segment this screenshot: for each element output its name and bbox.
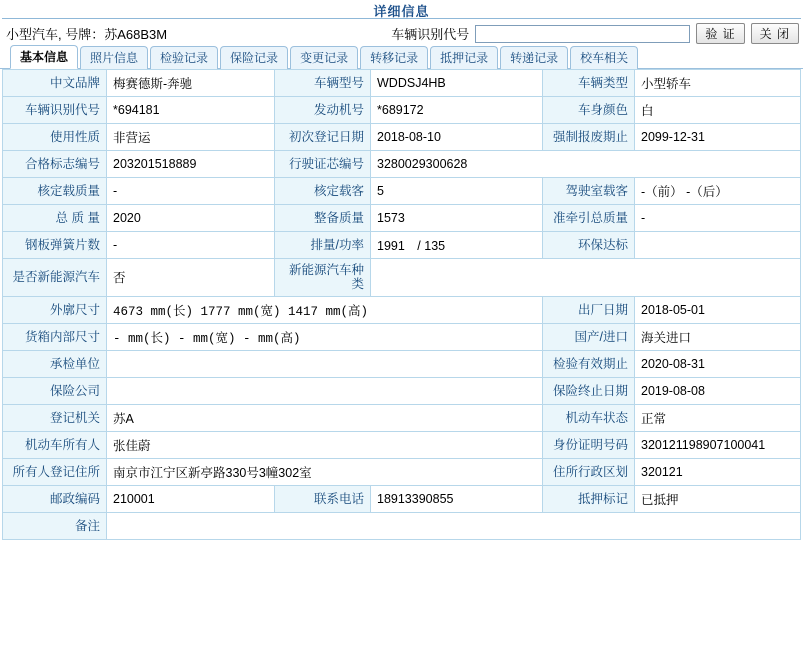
field-label-cab-passengers: 驾驶室载客 xyxy=(543,178,635,205)
field-value-cab-passengers: -（前） -（后） xyxy=(635,178,801,205)
field-value-vehicle-type: 小型轿车 xyxy=(635,70,801,97)
field-label-insurance-end-date: 保险终止日期 xyxy=(543,377,635,404)
table-row xyxy=(3,512,801,539)
field-label-inspection-unit: 承检单位 xyxy=(3,350,107,377)
table-row xyxy=(3,350,801,377)
vehicle-detail-table xyxy=(2,69,801,540)
tab-school-bus[interactable]: 校车相关 xyxy=(570,46,638,69)
field-label-usage: 使用性质 xyxy=(3,124,107,151)
field-label-is-new-energy: 是否新能源汽车 xyxy=(3,259,107,297)
field-label-production-date: 出厂日期 xyxy=(543,296,635,323)
field-value-brand: 梅赛德斯-奔驰 xyxy=(107,70,275,97)
field-label-cargo-dimensions: 货箱内部尺寸 xyxy=(3,323,107,350)
field-value-usage: 非营运 xyxy=(107,124,275,151)
field-label-kerb-mass: 整备质量 xyxy=(275,205,371,232)
field-value-production-date: 2018-05-01 xyxy=(635,296,801,323)
field-label-model: 车辆型号 xyxy=(275,70,371,97)
field-value-kerb-mass: 1573 xyxy=(371,205,543,232)
table-row xyxy=(3,178,801,205)
vin-input[interactable] xyxy=(475,25,690,43)
table-row xyxy=(3,296,801,323)
tab-inspection-records[interactable]: 检验记录 xyxy=(150,46,218,69)
field-value-vin: *694181 xyxy=(107,97,275,124)
field-value-inspection-unit xyxy=(107,350,543,377)
field-value-model: WDDSJ4HB xyxy=(371,70,543,97)
field-value-rated-passengers: 5 xyxy=(371,178,543,205)
field-value-insurance-end-date: 2019-08-08 xyxy=(635,377,801,404)
tab-bar xyxy=(0,47,803,69)
field-value-remark xyxy=(107,512,801,539)
field-label-rated-load: 核定载质量 xyxy=(3,178,107,205)
table-row xyxy=(3,124,801,151)
table-row xyxy=(3,404,801,431)
field-label-contact-phone: 联系电话 xyxy=(275,485,371,512)
table-row xyxy=(3,151,801,178)
tab-basic-info[interactable]: 基本信息 xyxy=(10,45,78,69)
field-label-body-color: 车身颜色 xyxy=(543,97,635,124)
field-label-inspection-valid-until: 检验有效期止 xyxy=(543,350,635,377)
field-label-emission-standard: 环保达标 xyxy=(543,232,635,259)
field-value-cargo-dimensions: - mm(长) - mm(宽) - mm(高) xyxy=(107,323,543,350)
field-value-leaf-spring-count: - xyxy=(107,232,275,259)
field-label-mortgage-mark: 抵押标记 xyxy=(543,485,635,512)
field-value-certificate-no: 203201518889 xyxy=(107,151,275,178)
field-value-is-new-energy: 否 xyxy=(107,259,275,297)
field-label-owner: 机动车所有人 xyxy=(3,431,107,458)
tab-delivery-records[interactable]: 转递记录 xyxy=(500,46,568,69)
field-value-rated-load: - xyxy=(107,178,275,205)
field-value-id-number: 320121198907100041 xyxy=(635,431,801,458)
field-label-owner-address: 所有人登记住所 xyxy=(3,458,107,485)
field-value-insurance-company xyxy=(107,377,543,404)
table-row xyxy=(3,70,801,97)
field-value-displacement-power: 1991 / 135 xyxy=(371,232,543,259)
search-bar xyxy=(0,19,803,47)
field-label-towing-mass: 准牵引总质量 xyxy=(543,205,635,232)
field-value-inspection-valid-until: 2020-08-31 xyxy=(635,350,801,377)
field-label-new-energy-type: 新能源汽车种类 xyxy=(275,259,371,297)
vin-field-label: 车辆识别代号 xyxy=(391,27,470,42)
field-label-address-district-code: 住所行政区划 xyxy=(543,458,635,485)
field-label-leaf-spring-count: 钢板弹簧片数 xyxy=(3,232,107,259)
tab-transfer-records[interactable]: 转移记录 xyxy=(360,46,428,69)
field-value-engine-no: *689172 xyxy=(371,97,543,124)
tab-mortgage-records[interactable]: 抵押记录 xyxy=(430,46,498,69)
field-value-license-chip-no: 3280029300628 xyxy=(371,151,801,178)
field-label-gross-mass: 总 质 量 xyxy=(3,205,107,232)
field-label-insurance-company: 保险公司 xyxy=(3,377,107,404)
field-value-towing-mass: - xyxy=(635,205,801,232)
field-value-owner-address: 南京市江宁区新亭路330号3幢302室 xyxy=(107,458,543,485)
field-value-postal-code: 210001 xyxy=(107,485,275,512)
field-value-address-district-code: 320121 xyxy=(635,458,801,485)
verify-button[interactable]: 验 证 xyxy=(696,23,744,44)
field-label-first-registration: 初次登记日期 xyxy=(275,124,371,151)
table-row xyxy=(3,431,801,458)
table-row xyxy=(3,377,801,404)
field-label-vehicle-type: 车辆类型 xyxy=(543,70,635,97)
field-label-id-number: 身份证明号码 xyxy=(543,431,635,458)
field-label-domestic-import: 国产/进口 xyxy=(543,323,635,350)
vehicle-summary-label: 小型汽车, 号牌：苏A68B3M xyxy=(6,27,168,42)
field-label-certificate-no: 合格标志编号 xyxy=(3,151,107,178)
field-value-mortgage-mark: 已抵押 xyxy=(635,485,801,512)
table-row xyxy=(3,205,801,232)
field-value-contact-phone: 18913390855 xyxy=(371,485,543,512)
field-value-gross-mass: 2020 xyxy=(107,205,275,232)
field-label-registration-authority: 登记机关 xyxy=(3,404,107,431)
field-label-license-chip-no: 行驶证芯编号 xyxy=(275,151,371,178)
tab-insurance-records[interactable]: 保险记录 xyxy=(220,46,288,69)
field-value-new-energy-type xyxy=(371,259,801,297)
table-row xyxy=(3,323,801,350)
table-row xyxy=(3,485,801,512)
field-value-emission-standard xyxy=(635,232,801,259)
table-row xyxy=(3,97,801,124)
table-row xyxy=(3,458,801,485)
field-label-scrap-date: 强制报废期止 xyxy=(543,124,635,151)
field-value-first-registration: 2018-08-10 xyxy=(371,124,543,151)
tab-change-records[interactable]: 变更记录 xyxy=(290,46,358,69)
tab-photo-info[interactable]: 照片信息 xyxy=(80,46,148,69)
field-label-rated-passengers: 核定载客 xyxy=(275,178,371,205)
field-label-overall-dimensions: 外廓尺寸 xyxy=(3,296,107,323)
field-value-vehicle-status: 正常 xyxy=(635,404,801,431)
field-value-domestic-import: 海关进口 xyxy=(635,323,801,350)
table-row xyxy=(3,232,801,259)
field-value-registration-authority: 苏A xyxy=(107,404,543,431)
field-label-vin: 车辆识别代号 xyxy=(3,97,107,124)
field-value-scrap-date: 2099-12-31 xyxy=(635,124,801,151)
table-row xyxy=(3,259,801,297)
field-label-vehicle-status: 机动车状态 xyxy=(543,404,635,431)
field-label-postal-code: 邮政编码 xyxy=(3,485,107,512)
close-button[interactable]: 关 闭 xyxy=(751,23,799,44)
field-value-body-color: 白 xyxy=(635,97,801,124)
field-label-engine-no: 发动机号 xyxy=(275,97,371,124)
field-label-remark: 备注 xyxy=(3,512,107,539)
window-title: 详细信息 xyxy=(373,4,430,18)
field-value-overall-dimensions: 4673 mm(长) 1777 mm(宽) 1417 mm(高) xyxy=(107,296,543,323)
field-value-owner: 张佳蔚 xyxy=(107,431,543,458)
field-label-displacement-power: 排量/功率 xyxy=(275,232,371,259)
field-label-brand: 中文品牌 xyxy=(3,70,107,97)
